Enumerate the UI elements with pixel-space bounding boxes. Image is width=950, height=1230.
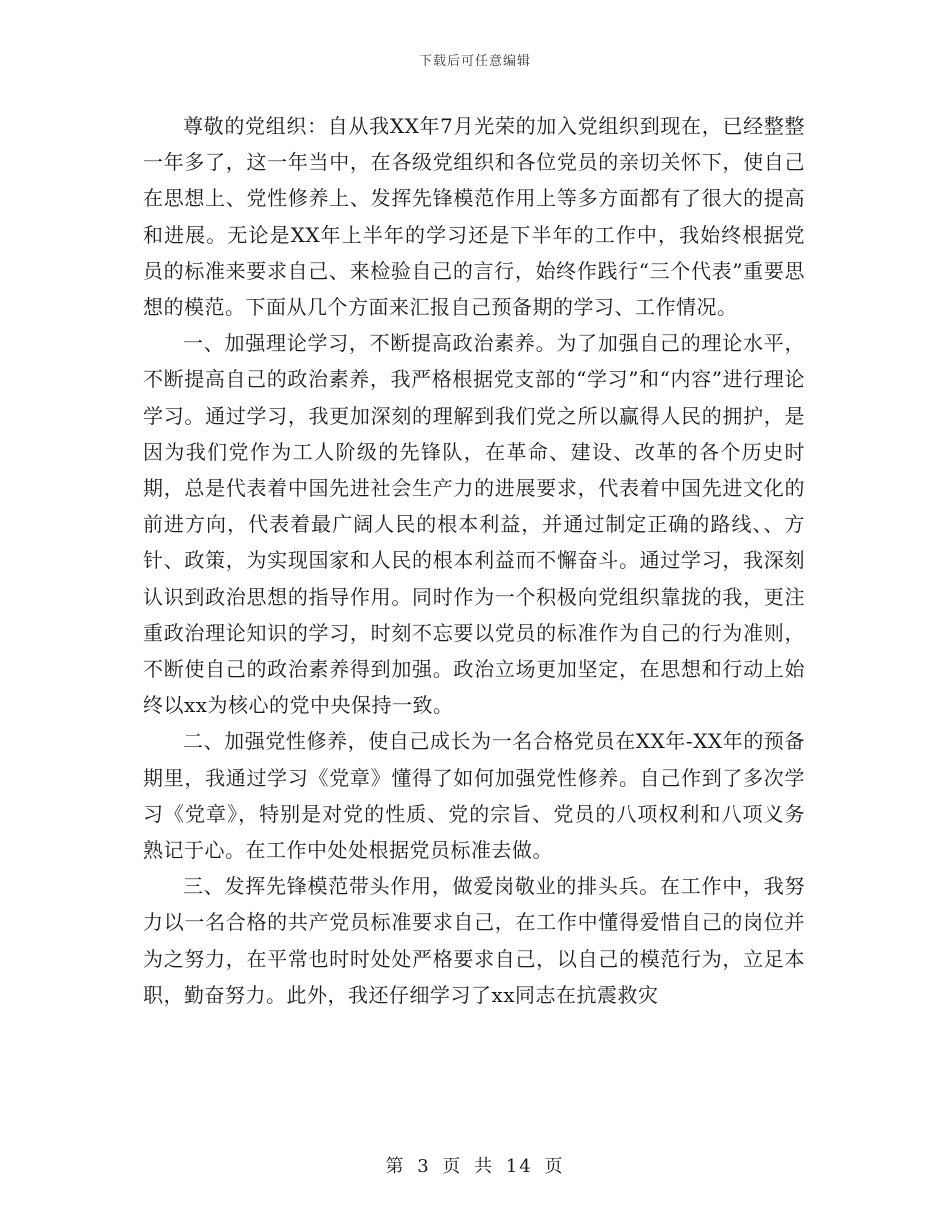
paragraph-vanguard-role: 三、发挥先锋模范带头作用，做爱岗敬业的排头兵。在工作中，我努力以一名合格的共产党员标准要求自己，在工作中懂得爱惜自己的岗位并为之努力，在平常也时时处处严格要求自己，以自己的模范行为，立足本职，勤奋努力。此外，我还仔细学习了xx同志在抗震救灾: [143, 874, 805, 1007]
document-body: [143, 108, 805, 1013]
page-header: 下载后可任意编辑: [418, 54, 531, 69]
paragraph-theory-study: 一、加强理论学习，不断提高政治素养。为了加强自己的理论水平，不断提高自己的政治素养，我严格根据党支部的“学习”和“内容”进行理论学习。通过学习，我更加深刻的理解到我们党之所以赢得人民的拥护，是因为我们党作为工人阶级的先锋队，在革命、建设、改革的各个历史时期，总是代表着中国先进社会生产力的进展要求，代表着中国先进文化的前进方向，代表着最广阔人民的根本利益，并通过制定正确的路线、、方针、政策，为实现国家和人民的根本利益而不懈奋斗。通过学习，我深刻认识到政治思想的指导作用。同时作为一个积极向党组织靠拢的我，更注重政治理论知识的学习，时刻不忘要以党员的标准作为自己的行为准则，不断使自己的政治素养得到加强。政治立场更加坚定，在思想和行动上始终以xx为核心的党中央保持一致。: [143, 331, 805, 718]
paragraph-party-cultivation: 二、加强党性修养，使自己成长为一名合格党员在XX年-XX年的预备期里，我通过学习《党章》懂得了如何加强党性修养。自己作到了多次学习《党章》，特别是对党的性质、党的宗旨、党员的八项权利和八项义务熟记于心。在工作中处处根据党员标准去做。: [143, 729, 805, 863]
page-number: 第 3 页 共 14 页: [385, 1156, 565, 1177]
paragraph-intro: 尊敬的党组织：自从我XX年7月光荣的加入党组织到现在，已经整整一年多了，这一年当中，在各级党组织和各位党员的亲切关怀下，使自己在思想上、党性修养上、发挥先锋模范作用上等多方面都有了很大的提高和进展。无论是XX年上半年的学习还是下半年的工作中，我始终根据党员的标准来要求自己、来检验自己的言行，始终作践行“三个代表”重要思想的模范。下面从几个方面来汇报自己预备期的学习、工作情况。: [143, 114, 805, 320]
